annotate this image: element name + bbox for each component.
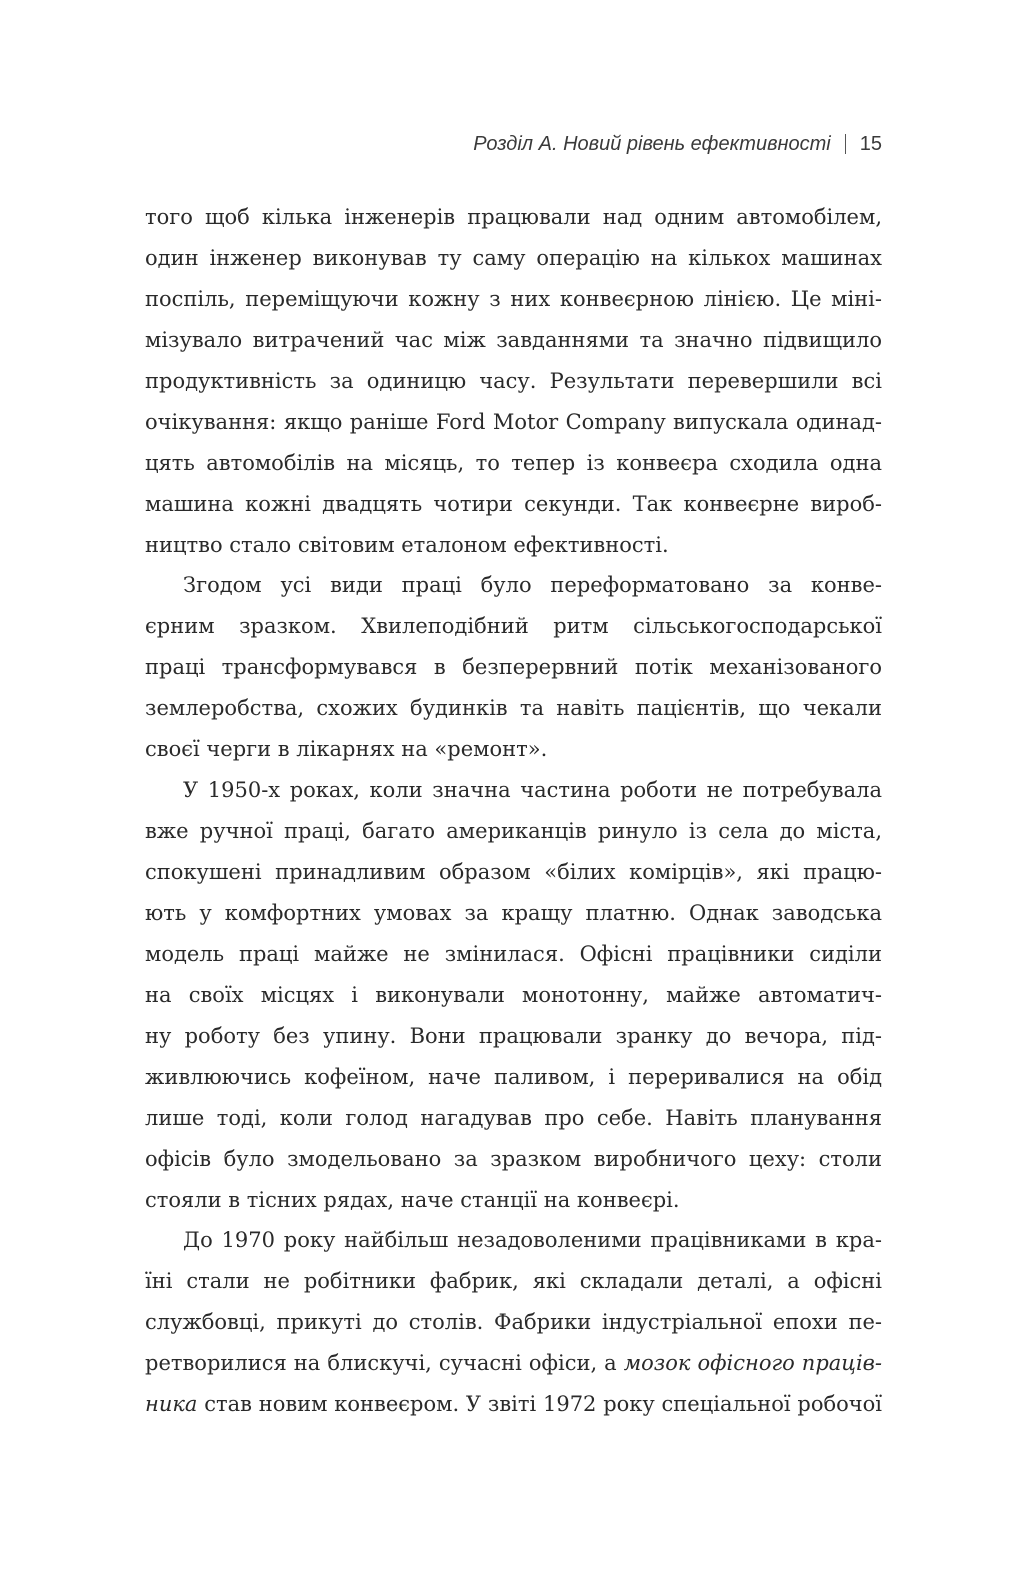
text-line — [145, 975, 882, 1016]
text-line — [145, 565, 882, 606]
line-text: ють у комфортних умовах за кращу платню. Однак заводська — [145, 900, 882, 925]
text-line — [145, 361, 882, 402]
line-text: службовці, прикуті до столів. Фабрики індустріальної епохи пе- — [145, 1310, 882, 1335]
line-text: один інженер виконував ту саму операцію на кількох машинах — [145, 245, 882, 270]
text-line — [145, 606, 882, 647]
line-text: модель праці майже не змінилася. Офісні працівники сиділи — [145, 941, 882, 966]
line-text: Згодом усі види праці було переформатовано за конве- — [183, 573, 882, 598]
text-line — [145, 1261, 882, 1302]
header-divider — [845, 134, 846, 154]
line-text: цять автомобілів на місяць, то тепер із конвеєра сходила одна — [145, 450, 882, 475]
text-line — [145, 1384, 882, 1425]
text-line — [145, 1016, 882, 1057]
line-text: землеробства, схожих будинків та навіть пацієнтів, що чекали — [145, 696, 882, 721]
line-text: став новим конвеєром. У звіті 1972 року спеціальної робочої — [197, 1392, 882, 1417]
line-text: спокушені принадливим образом «білих комірців», які працю- — [145, 860, 882, 884]
line-text: лише тоді, коли голод нагадував про себе. Навіть планування — [145, 1105, 882, 1130]
text-line — [145, 1220, 882, 1261]
line-text: офісів було змодельовано за зразком виробничого цеху: столи — [145, 1146, 882, 1171]
line-text: У 1950-х роках, коли значна частина роботи не потребувала — [183, 778, 882, 803]
text-line — [145, 402, 882, 443]
text-line — [145, 1139, 882, 1180]
text-line — [145, 525, 882, 566]
text-line — [145, 770, 882, 811]
italic-text: мозок офісного праців- — [623, 1351, 882, 1376]
text-line — [145, 893, 882, 934]
line-text: живлюючись кофеїном, наче паливом, і переривалися на обід — [145, 1064, 882, 1089]
line-text: вже ручної праці, багато американців ринуло із села до міста, — [145, 819, 882, 844]
line-text: очікування: якщо раніше Ford Motor Company випускала одинад- — [145, 409, 882, 434]
line-text: на своїх місцях і виконували монотонну, майже автоматич- — [145, 982, 882, 1007]
text-line — [145, 197, 882, 238]
running-head — [473, 130, 882, 158]
line-text: того щоб кілька інженерів працювали над одним автомобілем, — [145, 205, 882, 229]
chapter-title: Розділ А. Новий рівень ефективності — [473, 133, 831, 155]
line-text: ну роботу без упину. Вони працювали зранку до вечора, під- — [145, 1023, 882, 1048]
line-text: праці трансформувався в безперервний потік механізованого — [145, 655, 882, 680]
text-line — [145, 320, 882, 361]
line-text: мізувало витрачений час між завданнями та значно підвищило — [145, 327, 882, 352]
line-text: їні стали не робітники фабрик, які складали деталі, а офісні — [145, 1269, 882, 1294]
line-text: своєї черги в лікарнях на «ремонт». — [145, 737, 548, 762]
text-line — [145, 443, 882, 484]
text-line — [145, 1057, 882, 1098]
line-text: єрним зразком. Хвилеподібний ритм сільськогосподарської — [145, 614, 882, 639]
text-line — [145, 729, 882, 770]
text-line — [145, 279, 882, 320]
text-line — [145, 1098, 882, 1139]
text-line — [145, 1343, 882, 1384]
line-text: продуктивність за одиницю часу. Результати перевершили всі — [145, 368, 882, 393]
text-line — [145, 484, 882, 525]
line-text: машина кожні двадцять чотири секунди. Так конвеєрне вироб- — [145, 491, 882, 516]
line-text: поспіль, переміщуючи кожну з них конвеєрною лінією. Це міні- — [145, 286, 882, 311]
page-number: 15 — [859, 133, 882, 155]
line-text: ретворилися на блискучі, сучасні офіси, а — [145, 1351, 624, 1376]
text-line — [145, 238, 882, 279]
text-line — [145, 934, 882, 975]
line-text: стояли в тісних рядах, наче станції на конвеєрі. — [145, 1187, 680, 1212]
text-line — [145, 1302, 882, 1343]
text-line — [145, 852, 882, 893]
text-line — [145, 811, 882, 852]
line-text: До 1970 року найбільш незадоволеними працівниками в кра- — [183, 1228, 882, 1253]
body-text — [145, 197, 882, 1425]
italic-text: ника — [145, 1392, 198, 1417]
text-line — [145, 1180, 882, 1221]
line-text: ництво стало світовим еталоном ефективності. — [145, 532, 669, 557]
text-line — [145, 688, 882, 729]
text-line — [145, 647, 882, 688]
